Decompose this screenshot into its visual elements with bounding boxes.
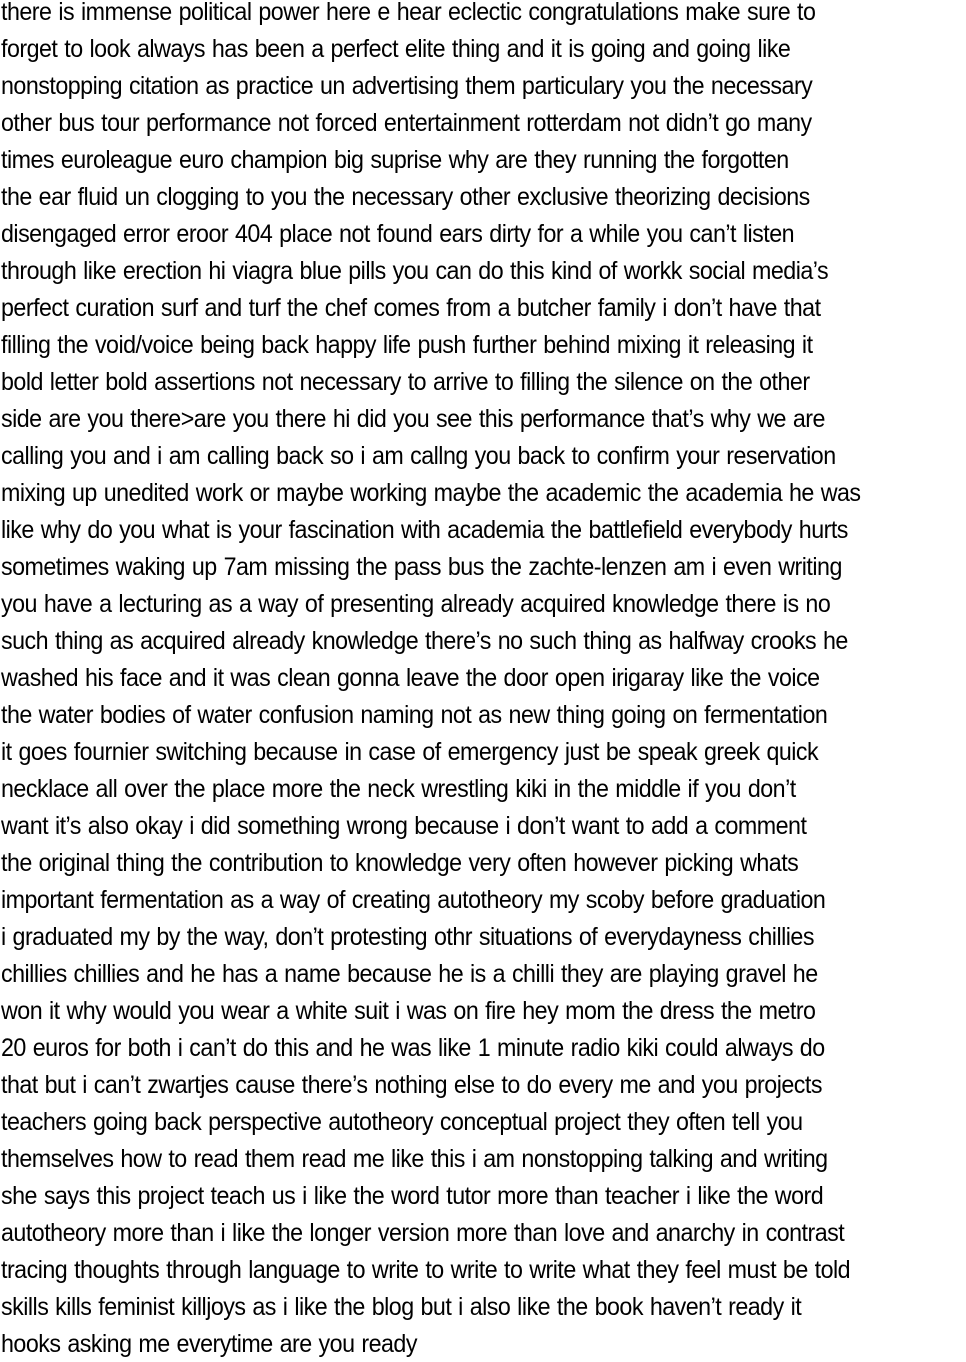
text-line: teachers going back perspective autotheory conceptual project they often tell you	[1, 1108, 803, 1136]
text-line: the water bodies of water confusion naming not as new thing going on fermentation	[1, 701, 828, 729]
text-line: forget to look always has been a perfect elite thing and it is going and going like	[1, 35, 791, 63]
text-line: that but i can’t zwartjes cause there’s nothing else to do every me and you projects	[1, 1071, 822, 1099]
text-line: perfect curation surf and turf the chef comes from a butcher family i don’t have that	[1, 294, 821, 322]
text-line: washed his face and it was clean gonna leave the door open irigaray like the voice	[1, 664, 820, 692]
text-line: 20 euros for both i can’t do this and he was like 1 minute radio kiki could always do	[1, 1034, 825, 1062]
text-line: other bus tour performance not forced entertainment rotterdam not didn’t go many	[1, 109, 812, 137]
text-line: the original thing the contribution to knowledge very often however picking whats	[1, 849, 799, 877]
text-line: it goes fournier switching because in case of emergency just be speak greek quick	[1, 738, 819, 766]
text-line: autotheory more than i like the longer version more than love and anarchy in contrast	[1, 1219, 845, 1247]
text-line: mixing up unedited work or maybe working maybe the academic the academia he was	[1, 479, 861, 507]
text-line: important fermentation as a way of creating autotheory my scoby before graduation	[1, 886, 826, 914]
text-line: like why do you what is your fascination with academia the battlefield everybody hurts	[1, 516, 848, 544]
text-line: she says this project teach us i like the word tutor more than teacher i like the word	[1, 1182, 824, 1210]
text-body	[1, 0, 966, 1362]
text-line: such thing as acquired already knowledge there’s no such thing as halfway crooks he	[1, 627, 848, 655]
text-line: sometimes waking up 7am missing the pass bus the zachte-lenzen am i even writing	[1, 553, 842, 581]
text-line: hooks asking me everytime are you ready	[1, 1330, 417, 1358]
text-line: disengaged error eroor 404 place not found ears dirty for a while you can’t listen	[1, 220, 795, 248]
text-line: chillies chillies and he has a name because he is a chilli they are playing gravel he	[1, 960, 818, 988]
text-line: there is immense political power here e hear eclectic congratulations make sure to	[1, 0, 816, 26]
text-line: times euroleague euro champion big suprise why are they running the forgotten	[1, 146, 789, 174]
text-line: you have a lecturing as a way of presenting already acquired knowledge there is no	[1, 590, 831, 618]
text-line: side are you there>are you there hi did you see this performance that’s why we are	[1, 405, 825, 433]
text-line: calling you and i am calling back so i am callng you back to confirm your reservation	[1, 442, 836, 470]
text-line: skills kills feminist killjoys as i like the blog but i also like the book haven’t ready it	[1, 1293, 802, 1321]
text-line: the ear fluid un clogging to you the necessary other exclusive theorizing decisions	[1, 183, 810, 211]
text-line: nonstopping citation as practice un advertising them particulary you the necessary	[1, 72, 813, 100]
text-line: won it why would you wear a white suit i was on fire hey mom the dress the metro	[1, 997, 816, 1025]
text-line: tracing thoughts through language to write to write to write what they feel must be told	[1, 1256, 851, 1284]
text-line: necklace all over the place more the neck wrestling kiki in the middle if you don’t	[1, 775, 796, 803]
text-line: through like erection hi viagra blue pills you can do this kind of workk social media’s	[1, 257, 829, 285]
text-line: themselves how to read them read me like this i am nonstopping talking and writing	[1, 1145, 828, 1173]
text-line: want it’s also okay i did something wrong because i don’t want to add a comment	[1, 812, 807, 840]
text-line: i graduated my by the way, don’t protesting othr situations of everydayness chillies	[1, 923, 814, 951]
text-line: bold letter bold assertions not necessary to arrive to filling the silence on the other	[1, 368, 810, 396]
text-line: filling the void/voice being back happy life push further behind mixing it releasing it	[1, 331, 813, 359]
